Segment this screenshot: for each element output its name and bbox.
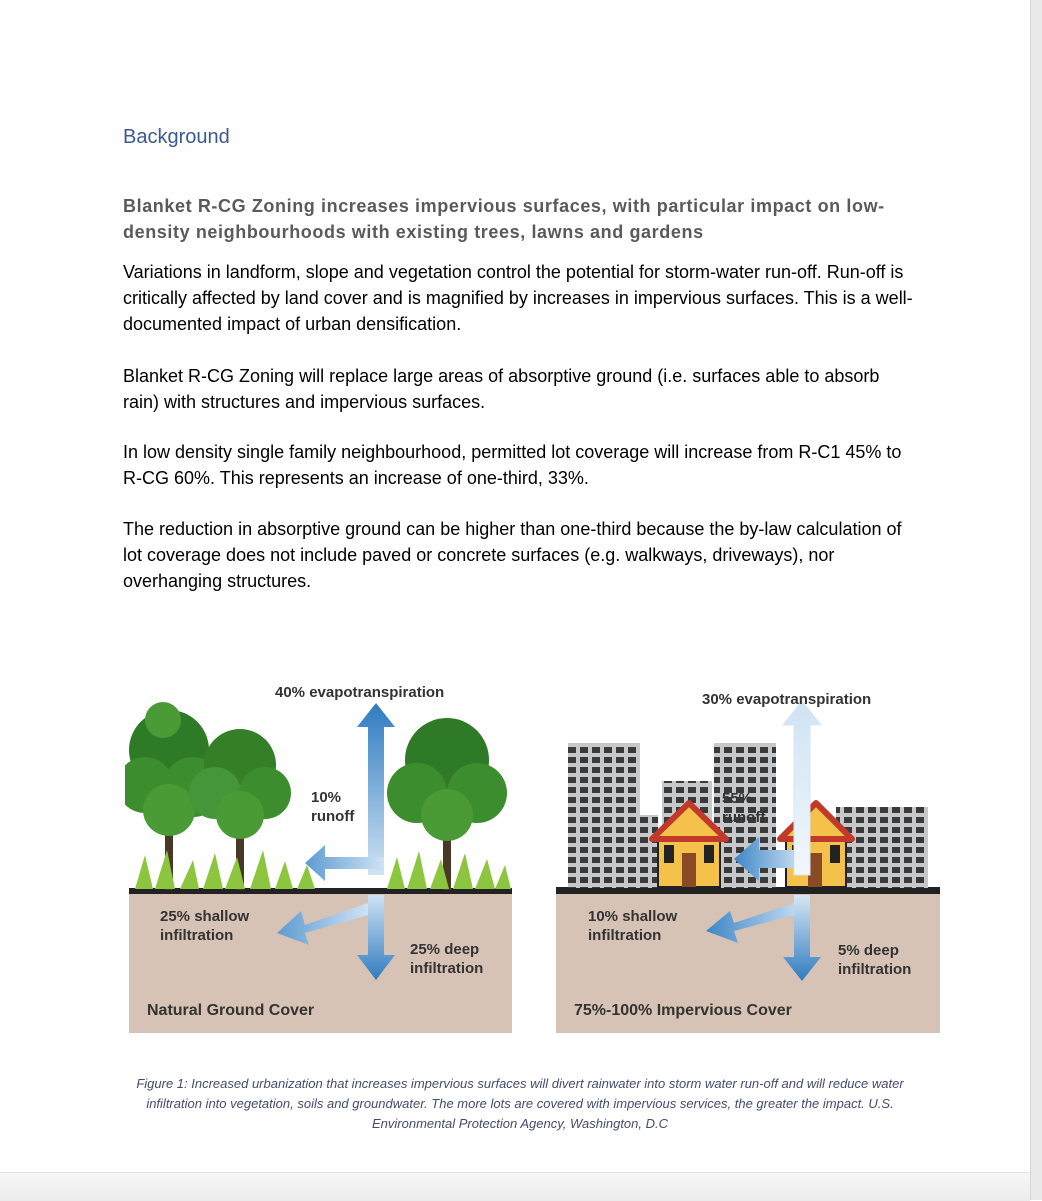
figure-impervious-cover: [554, 675, 942, 1037]
paragraph-2: Blanket R-CG Zoning will replace large areas of absorptive ground (i.e. surfaces able to absorb rain) with structures and impervious surfaces.: [123, 366, 880, 412]
tree-icon: [387, 718, 507, 890]
natural-runoff-label: 10% runoff: [311, 789, 355, 825]
paragraph-3: In low density single family neighbourhood, permitted lot coverage will increase from R-C1 45% to R-CG 60%. This represents an increase of one-third, 33%.: [123, 442, 902, 488]
page-bottom-band: [0, 1172, 1030, 1201]
building: [608, 815, 658, 888]
subheading: Blanket R-CG Zoning increases impervious surfaces, with particular impact on low-density neighbourhoods with existing trees, lawns and gardens: [123, 196, 885, 242]
building: [836, 807, 928, 888]
natural-illustration: [125, 675, 513, 1037]
paragraph-4: The reduction in absorptive ground can be higher than one-third because the by-law calculation of lot coverage does not include paved or concrete surfaces (e.g. walkways, driveways), nor overhanging structures.: [123, 519, 902, 591]
page-edge: [1030, 0, 1042, 1200]
figure-natural-ground-cover: [125, 675, 513, 1037]
natural-deep-label: 25% deep infiltration: [410, 941, 484, 977]
natural-shallow-label: 25% shallow infiltration: [160, 908, 250, 944]
impervious-cover-title: 75%-100% Impervious Cover: [574, 1002, 792, 1019]
natural-evapotranspiration-label: 40% evapotranspiration: [275, 684, 445, 701]
impervious-runoff-label: 55% runoff: [722, 790, 766, 826]
paragraph-1: Variations in landform, slope and vegetation control the potential for storm-water run-off. Run-off is critically affected by land cover and is magnified by increases in impervious surfaces. This is a well-documented impact of urban densification.: [123, 262, 913, 334]
impervious-illustration: [554, 675, 942, 1037]
figure-caption: Figure 1: Increased urbanization that increases impervious surfaces will divert rainwater into storm water run-off and will reduce water infiltration into vegetation, soils and groundwater. The more lots are covered with impervious services, the greater the impact. U.S. Environmental Protection Agency, Washington, D.C: [136, 1076, 904, 1131]
natural-ground-cover-title: Natural Ground Cover: [147, 1002, 315, 1019]
impervious-shallow-label: 10% shallow infiltration: [588, 908, 678, 944]
impervious-deep-label: 5% deep infiltration: [838, 942, 912, 978]
impervious-evapotranspiration-label: 30% evapotranspiration: [702, 691, 872, 708]
section-heading: Background: [123, 126, 230, 148]
ground-line: [556, 887, 940, 894]
